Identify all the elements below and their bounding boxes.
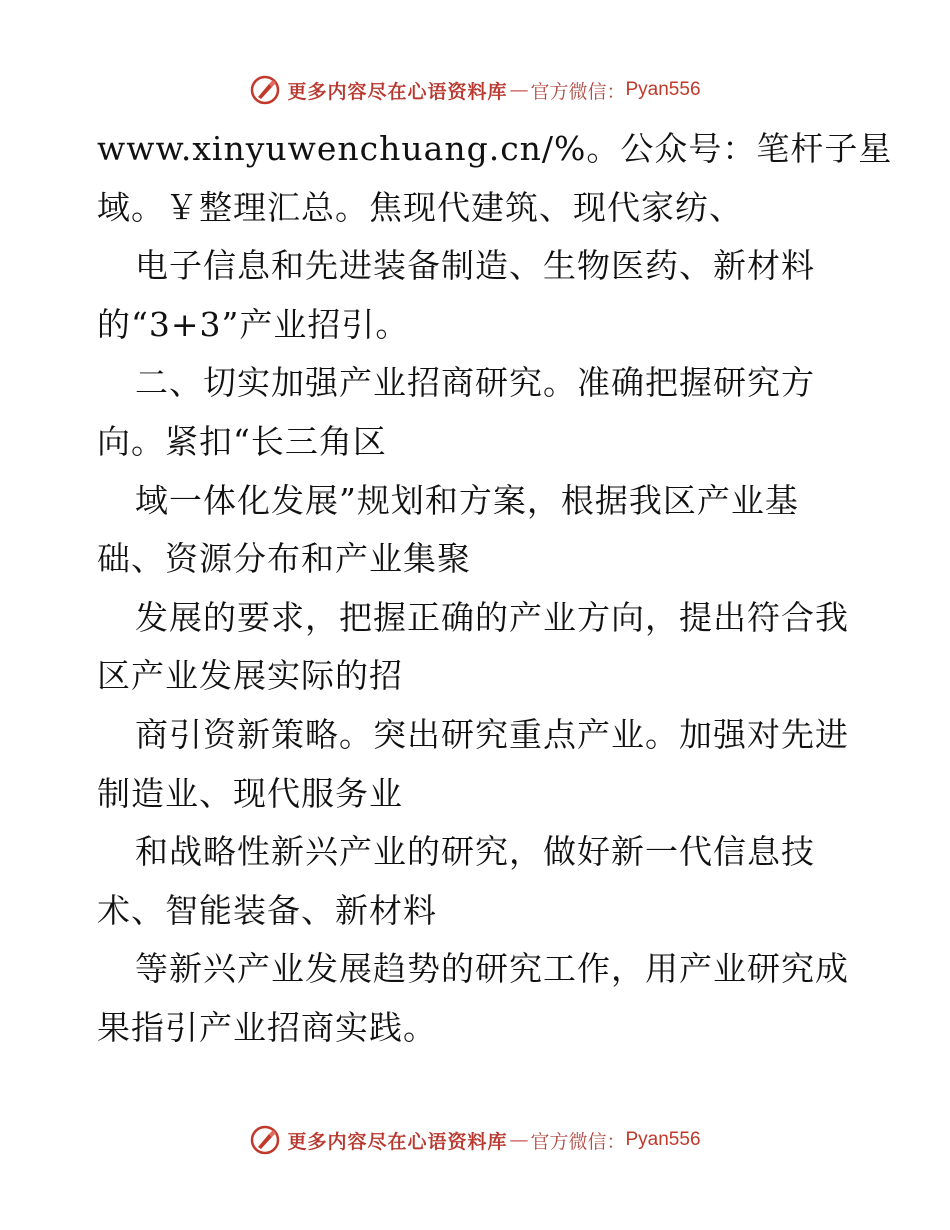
text-line: 向。紧扣“长三角区: [97, 421, 387, 461]
banner-wechat-id: Pyan556: [625, 79, 701, 100]
text-line: 和战略性新兴产业的研究，做好新一代信息技: [135, 832, 815, 872]
text-line: 果指引产业招商实践。: [97, 1007, 437, 1047]
text-line: 等新兴产业发展趋势的研究工作，用产业研究成: [135, 949, 849, 989]
banner-separator: —: [509, 79, 529, 101]
text-line: 发展的要求，把握正确的产业方向，提出符合我: [135, 597, 849, 637]
text-line: 域。￥整理汇总。焦现代建筑、现代家纺、: [97, 187, 743, 227]
footer-banner[interactable]: [0, 1120, 950, 1160]
text-line: 商引资新策略。突出研究重点产业。加强对先进: [135, 714, 849, 754]
banner-wechat-label: 官方微信：: [530, 80, 626, 103]
text-line: 础、资源分布和产业集聚: [97, 539, 471, 579]
header-banner[interactable]: [0, 70, 950, 110]
text-line: 域一体化发展”规划和方案，根据我区产业基: [135, 480, 799, 520]
text-line: 区产业发展实际的招: [97, 656, 403, 696]
text-line: 术、智能装备、新材料: [97, 890, 437, 930]
banner-main-text: 更多内容尽在心语资料库: [287, 1130, 508, 1153]
banner-main-text: 更多内容尽在心语资料库: [287, 80, 508, 103]
text-line: www.xinyuwenchuang.cn/%。公众号：笔杆子星: [97, 129, 893, 168]
text-line: 制造业、现代服务业: [97, 773, 403, 813]
text-line: 的“3+3”产业招引。: [97, 304, 410, 344]
text-line: 二、切实加强产业招商研究。准确把握研究方: [135, 363, 815, 403]
body-paragraph: [97, 120, 893, 1058]
banner-separator: —: [509, 1129, 529, 1151]
text-line: 电子信息和先进装备制造、生物医药、新材料: [135, 246, 815, 286]
pen-nib-logo-icon: [249, 1124, 281, 1156]
banner-wechat-id: Pyan556: [625, 1129, 701, 1150]
banner-wechat-label: 官方微信：: [530, 1130, 626, 1153]
pen-nib-logo-icon: [249, 74, 281, 106]
